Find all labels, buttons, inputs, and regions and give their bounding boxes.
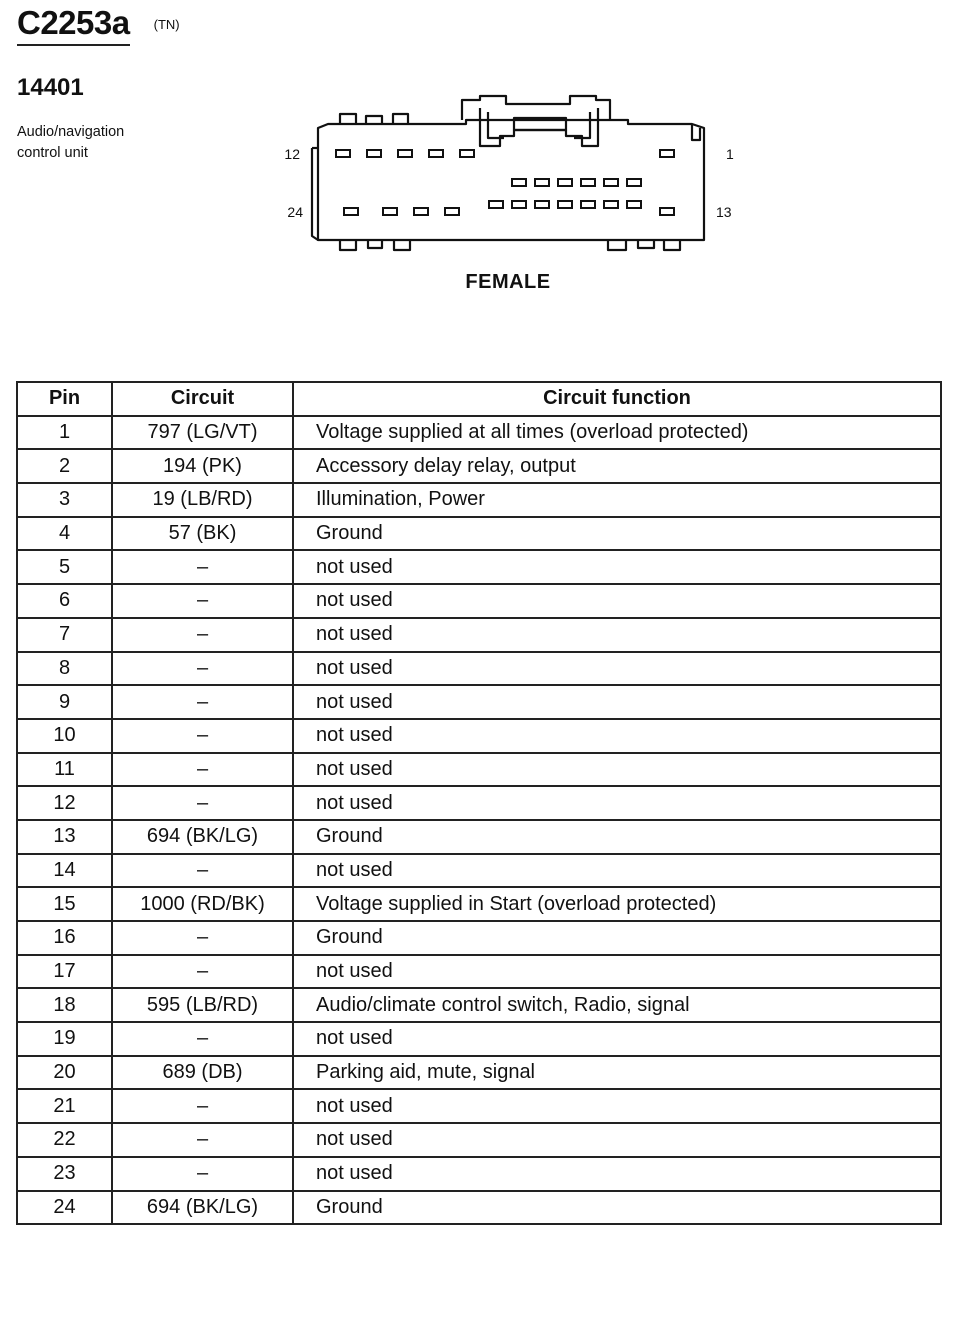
circuit-function-cell: Accessory delay relay, output bbox=[293, 449, 941, 483]
column-header-circuit: Circuit bbox=[112, 382, 293, 416]
pin-cell: 22 bbox=[17, 1123, 112, 1157]
connector-id: C2253a bbox=[17, 4, 130, 46]
pin-cavity bbox=[627, 179, 641, 186]
circuit-cell: 689 (DB) bbox=[112, 1056, 293, 1090]
circuit-cell: 57 (BK) bbox=[112, 517, 293, 551]
pin-cavity bbox=[627, 201, 641, 208]
table-row bbox=[17, 988, 941, 1022]
circuit-function-cell: not used bbox=[293, 955, 941, 989]
description-line-1: Audio/navigation bbox=[17, 124, 125, 140]
circuit-function-cell: Ground bbox=[293, 517, 941, 551]
pin-cavity bbox=[604, 201, 618, 208]
pin-cell: 9 bbox=[17, 685, 112, 719]
pin-cell: 18 bbox=[17, 988, 112, 1022]
pin-cavity bbox=[344, 208, 358, 215]
circuit-cell: – bbox=[112, 719, 293, 753]
table-row bbox=[17, 753, 941, 787]
pin-cavity bbox=[429, 150, 443, 157]
table-row bbox=[17, 1157, 941, 1191]
table-row bbox=[17, 618, 941, 652]
circuit-cell: 797 (LG/VT) bbox=[112, 416, 293, 450]
circuit-cell: – bbox=[112, 1123, 293, 1157]
pin-cavities bbox=[336, 150, 674, 215]
pin-cavity bbox=[512, 179, 526, 186]
pin-cell: 14 bbox=[17, 854, 112, 888]
pin-cavity bbox=[367, 150, 381, 157]
circuit-function-cell: not used bbox=[293, 685, 941, 719]
circuit-function-cell: Ground bbox=[293, 921, 941, 955]
connector-tag: (TN) bbox=[153, 17, 180, 32]
table-row bbox=[17, 584, 941, 618]
pin-cell: 6 bbox=[17, 584, 112, 618]
pin-cell: 24 bbox=[17, 1191, 112, 1225]
column-header-pin: Pin bbox=[17, 382, 112, 416]
pin-cell: 11 bbox=[17, 753, 112, 787]
circuit-cell: – bbox=[112, 955, 293, 989]
table-row bbox=[17, 820, 941, 854]
gender-label: FEMALE bbox=[465, 271, 551, 293]
pin-cell: 10 bbox=[17, 719, 112, 753]
pin-label-24: 24 bbox=[287, 204, 303, 220]
connector-outline bbox=[312, 96, 704, 250]
circuit-cell: – bbox=[112, 1089, 293, 1123]
table-row bbox=[17, 854, 941, 888]
pin-cavity bbox=[660, 208, 674, 215]
table-row bbox=[17, 517, 941, 551]
circuit-cell: – bbox=[112, 1157, 293, 1191]
connector-face-diagram bbox=[270, 90, 750, 300]
circuit-function-cell: Illumination, Power bbox=[293, 483, 941, 517]
pin-cell: 20 bbox=[17, 1056, 112, 1090]
circuit-cell: – bbox=[112, 685, 293, 719]
circuit-cell: – bbox=[112, 584, 293, 618]
pin-cavity bbox=[604, 179, 618, 186]
table-row bbox=[17, 550, 941, 584]
pin-cavity bbox=[660, 150, 674, 157]
circuit-cell: – bbox=[112, 652, 293, 686]
pin-cavity bbox=[558, 201, 572, 208]
pin-cavity bbox=[535, 179, 549, 186]
pin-cell: 3 bbox=[17, 483, 112, 517]
table-row bbox=[17, 786, 941, 820]
pin-cavity bbox=[581, 201, 595, 208]
connector-header bbox=[17, 4, 180, 46]
circuit-cell: 595 (LB/RD) bbox=[112, 988, 293, 1022]
pin-cell: 5 bbox=[17, 550, 112, 584]
circuit-cell: 694 (BK/LG) bbox=[112, 820, 293, 854]
circuit-function-cell: not used bbox=[293, 1022, 941, 1056]
circuit-function-cell: not used bbox=[293, 1089, 941, 1123]
circuit-function-cell: not used bbox=[293, 618, 941, 652]
circuit-function-cell: Ground bbox=[293, 820, 941, 854]
circuit-function-cell: not used bbox=[293, 786, 941, 820]
pin-cavity bbox=[383, 208, 397, 215]
table-row bbox=[17, 1056, 941, 1090]
pin-cell: 23 bbox=[17, 1157, 112, 1191]
circuit-cell: – bbox=[112, 618, 293, 652]
circuit-cell: 194 (PK) bbox=[112, 449, 293, 483]
pin-label-1: 1 bbox=[726, 146, 734, 162]
description-line-2: control unit bbox=[17, 145, 88, 161]
pin-cell: 4 bbox=[17, 517, 112, 551]
table-row bbox=[17, 719, 941, 753]
component-description bbox=[17, 122, 217, 164]
table-header-row bbox=[17, 382, 941, 416]
table-row bbox=[17, 887, 941, 921]
circuit-cell: – bbox=[112, 1022, 293, 1056]
pin-cell: 16 bbox=[17, 921, 112, 955]
pin-cavity bbox=[445, 208, 459, 215]
pin-cell: 19 bbox=[17, 1022, 112, 1056]
circuit-function-cell: not used bbox=[293, 753, 941, 787]
pin-cell: 12 bbox=[17, 786, 112, 820]
circuit-function-cell: not used bbox=[293, 584, 941, 618]
table-row bbox=[17, 1191, 941, 1225]
circuit-function-cell: not used bbox=[293, 854, 941, 888]
table-row bbox=[17, 685, 941, 719]
circuit-cell: – bbox=[112, 753, 293, 787]
pinout-table bbox=[16, 381, 942, 1225]
table-row bbox=[17, 921, 941, 955]
table-row bbox=[17, 416, 941, 450]
pin-cell: 15 bbox=[17, 887, 112, 921]
circuit-function-cell: Voltage supplied in Start (overload protected) bbox=[293, 887, 941, 921]
pin-cavity bbox=[414, 208, 428, 215]
circuit-cell: – bbox=[112, 854, 293, 888]
column-header-circuit-function: Circuit function bbox=[293, 382, 941, 416]
pin-cavity bbox=[581, 179, 595, 186]
circuit-function-cell: not used bbox=[293, 550, 941, 584]
table-row bbox=[17, 955, 941, 989]
circuit-cell: 694 (BK/LG) bbox=[112, 1191, 293, 1225]
circuit-function-cell: Audio/climate control switch, Radio, signal bbox=[293, 988, 941, 1022]
pinout-table-body bbox=[17, 416, 941, 1225]
circuit-cell: – bbox=[112, 921, 293, 955]
pin-cavity bbox=[489, 201, 503, 208]
table-row bbox=[17, 652, 941, 686]
table-row bbox=[17, 1123, 941, 1157]
circuit-function-cell: not used bbox=[293, 1123, 941, 1157]
pin-label-12: 12 bbox=[284, 146, 300, 162]
part-number: 14401 bbox=[17, 74, 84, 101]
pin-cavity bbox=[336, 150, 350, 157]
table-row bbox=[17, 483, 941, 517]
circuit-function-cell: not used bbox=[293, 652, 941, 686]
pin-cell: 2 bbox=[17, 449, 112, 483]
table-row bbox=[17, 1089, 941, 1123]
pin-cell: 1 bbox=[17, 416, 112, 450]
pin-cavity bbox=[535, 201, 549, 208]
pin-cell: 8 bbox=[17, 652, 112, 686]
circuit-cell: 1000 (RD/BK) bbox=[112, 887, 293, 921]
pin-label-13: 13 bbox=[716, 204, 732, 220]
pin-cell: 21 bbox=[17, 1089, 112, 1123]
table-row bbox=[17, 449, 941, 483]
circuit-function-cell: Ground bbox=[293, 1191, 941, 1225]
pin-cavity bbox=[460, 150, 474, 157]
pin-cavity bbox=[558, 179, 572, 186]
pin-cell: 7 bbox=[17, 618, 112, 652]
circuit-function-cell: Voltage supplied at all times (overload protected) bbox=[293, 416, 941, 450]
table-row bbox=[17, 1022, 941, 1056]
circuit-cell: 19 (LB/RD) bbox=[112, 483, 293, 517]
circuit-function-cell: not used bbox=[293, 719, 941, 753]
circuit-cell: – bbox=[112, 786, 293, 820]
pin-cavity bbox=[512, 201, 526, 208]
circuit-cell: – bbox=[112, 550, 293, 584]
circuit-function-cell: not used bbox=[293, 1157, 941, 1191]
pin-cell: 17 bbox=[17, 955, 112, 989]
circuit-function-cell: Parking aid, mute, signal bbox=[293, 1056, 941, 1090]
pin-cavity bbox=[398, 150, 412, 157]
pin-cell: 13 bbox=[17, 820, 112, 854]
